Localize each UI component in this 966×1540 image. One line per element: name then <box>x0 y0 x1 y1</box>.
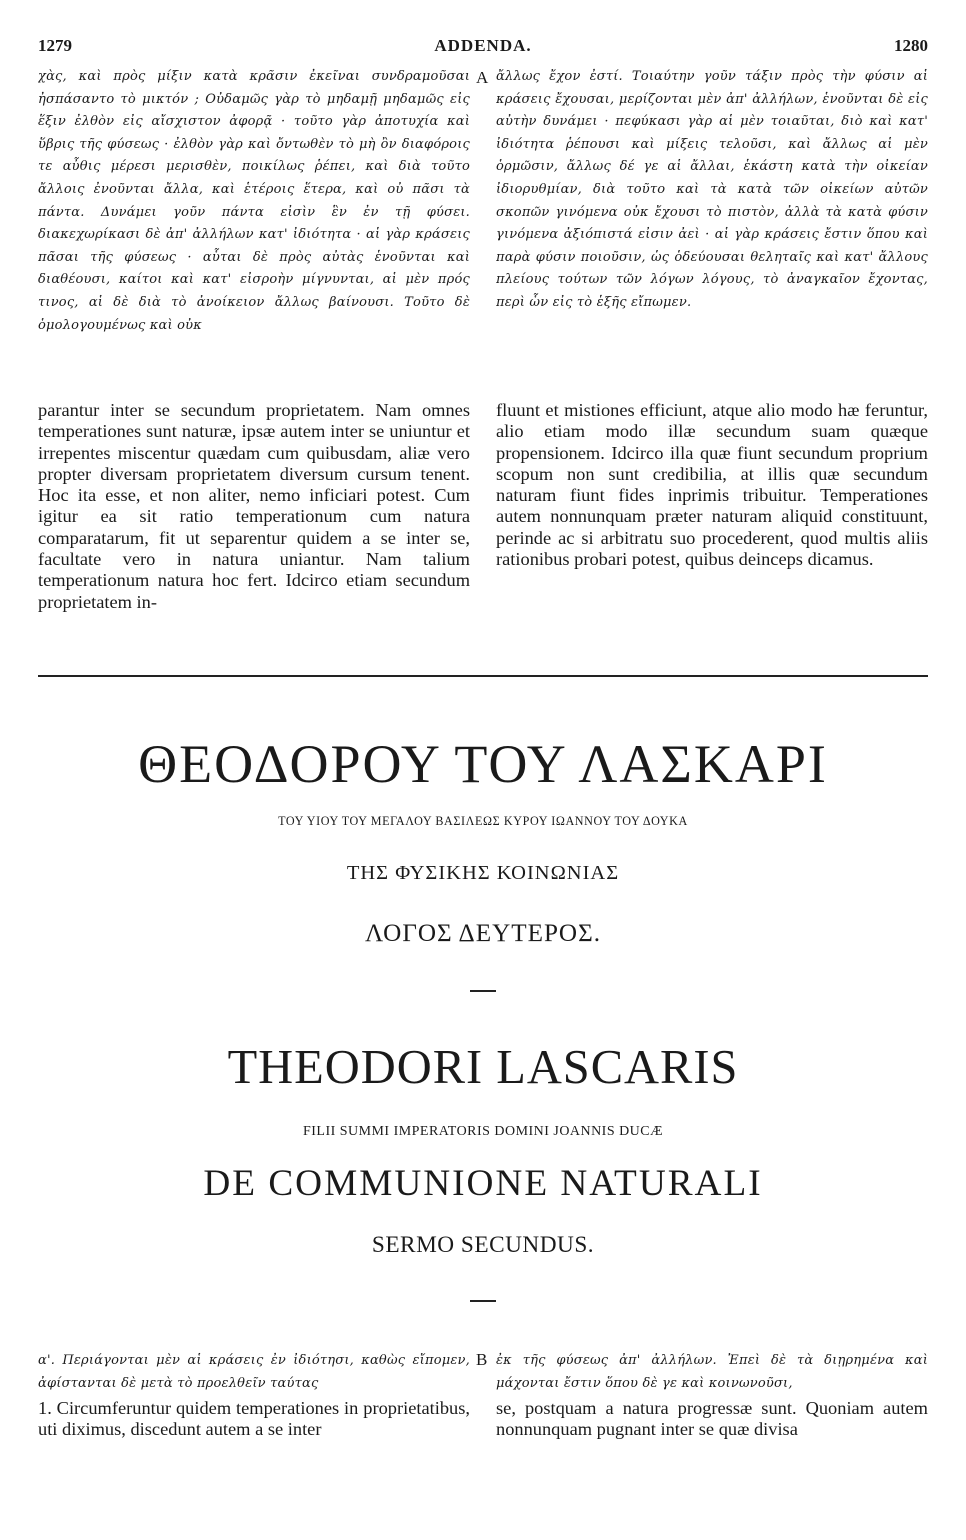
latin-column-left: parantur inter se secundum proprietatem. Nam omnes temperationes sunt naturæ, ipsæ autem inter se uniuntur et irrepentes miscentur quædam cum quibusdam, aliæ vero propter diversam proprietatem diversum cursum tenent. Hoc ita esse, et non aliter, nemo inficiari potest. Cum igitur ea sit ratio temperationum cum natura comparatarum, fit ut separentur quidem a se inter se, facultate vero in natura uniantur. Nam talium temperationum natura hoc fert. Idcirco etiam secundum proprietatem in- <box>38 400 470 612</box>
greek-column-left: χὰς, καὶ πρὸς μίξιν κατὰ κρᾶσιν ἐκεῖναι συνδραμοῦσαι ἠσπάσαντο τὸ μικτόν ; Οὐδαμῶς γὰρ τὸ μηδαμῇ μηδαμῶς εἰς ἕξιν ἐλθὸν εἰς αἴσχιστον ἀφορᾷ · τοῦτο γὰρ ἀποτυχία καὶ ὕβρις τῆς φύσεως · ἐλθὸν γὰρ καὶ ὄντωθὲν τὸ μὴ ὂν διαφόροις τε αὖθις μέρεσι μερισθὲν, ποικίλως ῥέπει, καὶ διὰ τοῦτο ἄλλοις ἐνοῦνται ἄλλα, καὶ ἑτέροις ἕτερα, καὶ οὐ πᾶσι τὰ πάντα. Δυνάμει γοῦν πάντα εἰσὶν ἓν ἐν τῇ φύσει. διακεχωρίκασι δὲ ἀπ' ἀλλήλων κατ' ἰδιότητα · αἱ γὰρ κράσεις πᾶσαι τῆς φύσεως · αὗται δὲ πρὸς αὐτὰς ἑνοῦνται καὶ διαθέουσι, καίτοι καὶ κατ' εἰσροὴν μίγνυνται, αἱ μὲν πρός τινος, αἱ δὲ διὰ τὸ ἀνοίκειον ἄλλως βαίνουσι. Τοῦτο δὲ ὁμολογουμένως καὶ οὐκ <box>38 69 470 333</box>
lower-greek-right: ἐκ τῆς φύσεως ἀπ' ἀλλήλων. Ἐπεὶ δὲ τὰ διῃρημένα καὶ μάχονται ἔστιν ὅπου δὲ γε καὶ κοινωνοῦσι, <box>496 1353 928 1391</box>
greek-subtitle: ΤΟΥ ΥΙΟΥ ΤΟΥ ΜΕΓΑΛΟΥ ΒΑΣΙΛΕΩΣ ΚΥΡΟΥ ΙΩΑΝΝΟΥ ΤΟΥ ΔΟΥΚΑ <box>278 814 688 828</box>
section-rule <box>38 675 928 677</box>
latin-subtitle: FILII SUMMI IMPERATORIS DOMINI JOANNIS DUCÆ <box>302 1124 663 1139</box>
running-head <box>38 36 928 60</box>
latin-sermo-title: SERMO SECUNDUS. <box>371 1232 595 1258</box>
greek-author-title: ΘΕΟΔΟΡΟΥ ΤΟΥ ΛΑΣΚΑΡΙ <box>138 734 828 794</box>
left-page-number: 1279 <box>38 36 72 55</box>
latin-author-title: THEODORI LASCARIS <box>227 1041 739 1094</box>
lower-latin-right: se, postquam a natura progressæ sunt. Quoniam autem nonnunquam pugnant inter se quæ divisa <box>496 1398 928 1440</box>
greek-work-title: ΤΗΣ ΦΥΣΙΚΗΣ ΚΟΙΝΩΝΙΑΣ <box>346 862 620 884</box>
title-end-dash <box>470 1300 496 1302</box>
margin-marker-a: A <box>476 68 489 87</box>
latin-work-title: DE COMMUNIONE NATURALI <box>203 1163 763 1204</box>
right-page-number: 1280 <box>894 36 928 55</box>
lower-latin-left: 1. Circumferuntur quidem temperationes in proprietatibus, uti diximus, discedunt autem a se inter <box>38 1398 470 1440</box>
running-title: ADDENDA. <box>434 36 532 55</box>
greek-sermo-title: ΛΟΓΟΣ ΔΕΥΤΕΡΟΣ. <box>364 920 602 947</box>
latin-column-right: fluunt et mistiones efficiunt, atque alio modo hæ feruntur, alio etiam modo illæ secundum suam quæque propensionem. Idcirco illa quæ fiunt secundum proprium scopum non sunt credibilia, at illis quæ secundum naturam fiunt fides inprimis tribuitur. Temperationes autem nonnunquam præter naturam aliquid constituunt, perinde ac si arbitratu suo procederent, quod multis aliis rationibus probari potest, quibus deinceps dicamus. <box>496 400 928 570</box>
title-separator-dash <box>470 990 496 992</box>
lower-greek-left: α'. Περιάγονται μὲν αἱ κράσεις ἐν ἰδιότησι, καθὼς εἴπομεν, ἀφίστανται δὲ μετὰ τὸ προελθεῖν ταύτας <box>38 1353 470 1391</box>
margin-marker-b: B <box>476 1350 488 1369</box>
greek-column-right: ἄλλως ἔχον ἐστί. Τοιαύτην γοῦν τάξιν πρὸς τὴν φύσιν αἱ κράσεις ἔχουσαι, μερίζονται μὲν ἀπ' ἀλλήλων, ἑνοῦνται δὲ εἰς αὐτὴν δυνάμει · πεφύκασι γὰρ αἱ μὲν τοιαῦται, διὸ καὶ κατ' ἰδιότητα ῥέπουσι καὶ μίξεις τελοῦσι, καὶ ἄλλως αἱ μὲν ὁρμῶσιν, ἄλλως δέ γε αἱ ἄλλαι, ἑκάστη κατὰ τὴν οἰκείαν ἰδιορυθμίαν, διὰ τοῦτο καὶ τὰ κατὰ τῶν οἰκείων αὐτῶν σκοπῶν γινόμενα οὐκ ἔχουσι τὸ πιστὸν, ἀλλὰ τὰ κατὰ φύσιν γινόμενα ἀξιόπιστά εἰσιν ἀεὶ · αἱ γὰρ κράσεις ἔστιν ὅπου καὶ παρὰ φύσιν ποιοῦσιν, ὡς ὁδεύουσαι θεληταῖς καὶ κατ' ἄλλους πλείους τούτων τῶν λόγων λόγους, τὸ ἀναγκαῖον ἔχοντας, περὶ ὧν εἰς τὸ ἑξῆς εἴπωμεν. <box>496 69 928 310</box>
